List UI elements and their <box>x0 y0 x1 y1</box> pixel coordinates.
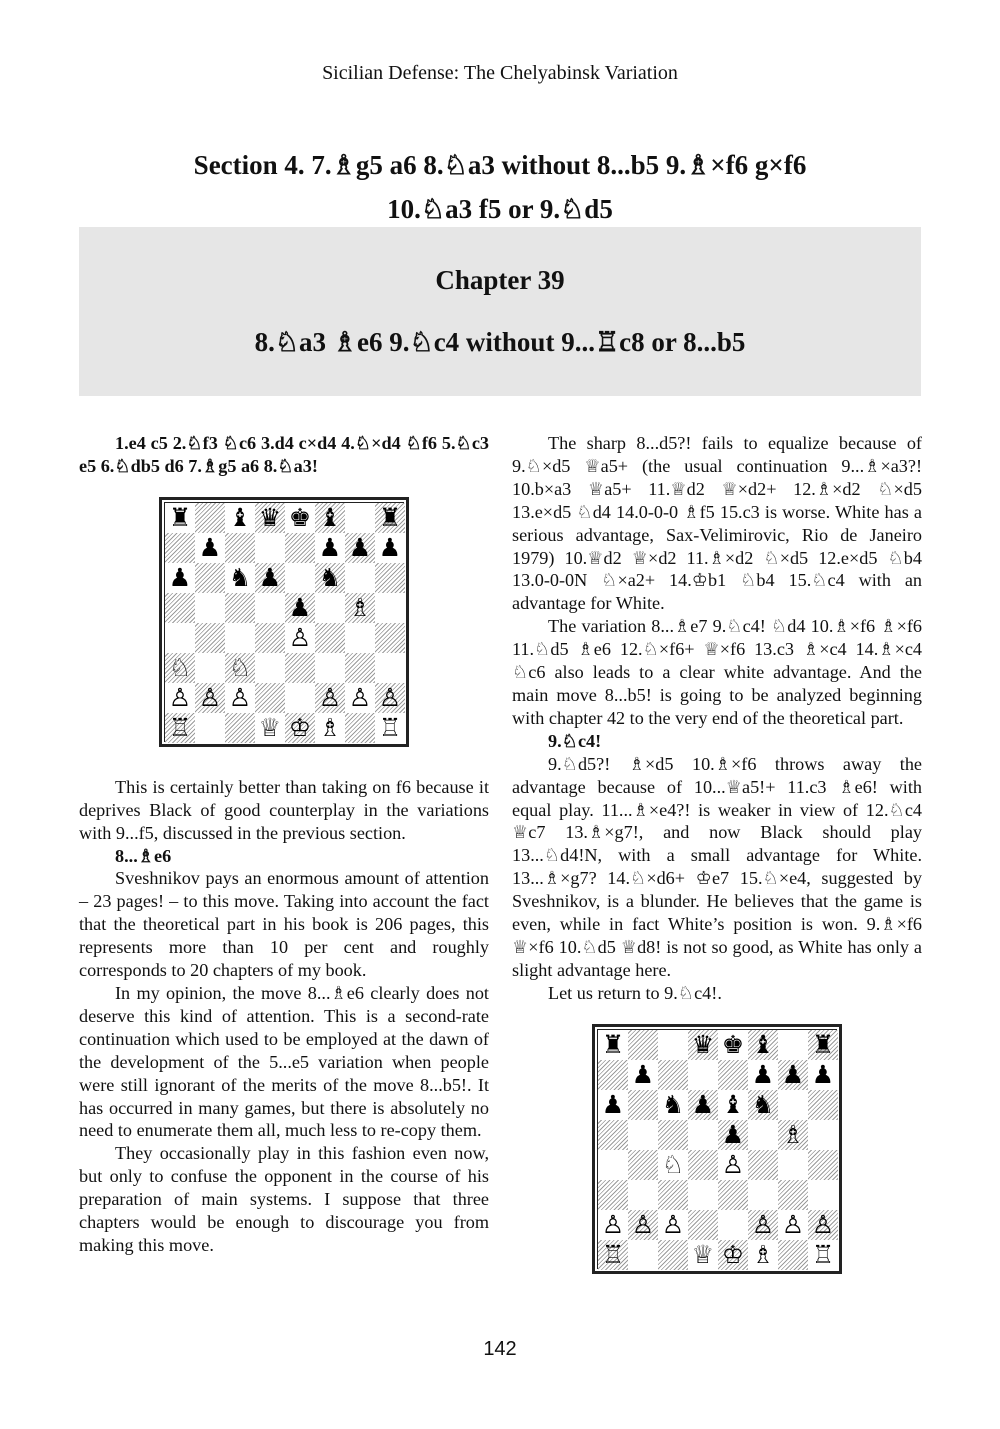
chess-piece-square <box>778 1210 808 1240</box>
board-square <box>628 1240 658 1270</box>
chess-piece-icon: ♟ <box>198 532 222 562</box>
chess-piece-square <box>778 1060 808 1090</box>
chess-piece-icon: ♙ <box>601 1209 625 1239</box>
board-square <box>628 1090 658 1120</box>
chess-piece-square <box>808 1030 838 1060</box>
chess-piece-square <box>628 1060 658 1090</box>
chess-piece-square <box>598 1090 628 1120</box>
board-square <box>225 713 255 743</box>
section-title-line1: Section 4. 7.♗g5 a6 8.♘a3 without 8...b5 9.♗×f6 g×f6 <box>193 150 807 180</box>
paragraph: Sveshnikov pays an enormous amount of attention – 23 pages! – to this move. Taking into account the fact that the theoretical part in his book is 206 pages, this represents more than 10 per cent and roughly corresponds to 20 chapters of my book. <box>79 868 489 981</box>
board-square <box>315 593 345 623</box>
board-square <box>748 1120 778 1150</box>
board-square <box>375 653 405 683</box>
chess-piece-square <box>375 533 405 563</box>
board-square <box>658 1180 688 1210</box>
chess-piece-square <box>688 1030 718 1060</box>
chess-piece-square <box>165 563 195 593</box>
chapter-header-box <box>79 227 921 396</box>
chess-piece-square <box>345 593 375 623</box>
chess-piece-icon: ♞ <box>751 1089 775 1119</box>
board-square <box>255 683 285 713</box>
chess-piece-icon: ♟ <box>631 1059 655 1089</box>
chess-piece-square <box>315 683 345 713</box>
chess-piece-icon: ♙ <box>721 1149 745 1179</box>
board-square <box>195 713 225 743</box>
chess-piece-square <box>748 1060 778 1090</box>
chess-piece-square <box>598 1030 628 1060</box>
board-square <box>285 653 315 683</box>
chess-piece-icon: ♟ <box>318 532 342 562</box>
board-square <box>628 1150 658 1180</box>
chess-piece-square <box>598 1210 628 1240</box>
chess-piece-square <box>255 563 285 593</box>
board-square <box>778 1150 808 1180</box>
board-square <box>165 623 195 653</box>
board-square <box>255 653 285 683</box>
board-square <box>345 713 375 743</box>
section-title <box>80 143 920 231</box>
chess-piece-square <box>285 503 315 533</box>
chess-piece-square <box>748 1030 778 1060</box>
chess-piece-icon: ♛ <box>258 502 282 532</box>
chess-piece-icon: ♝ <box>318 502 342 532</box>
chess-piece-square <box>165 503 195 533</box>
board-square <box>808 1180 838 1210</box>
board-square <box>598 1120 628 1150</box>
chess-piece-icon: ♙ <box>228 682 252 712</box>
chess-piece-square <box>658 1150 688 1180</box>
chess-piece-square <box>778 1120 808 1150</box>
chess-piece-icon: ♟ <box>721 1119 745 1149</box>
chess-piece-square <box>225 683 255 713</box>
board-square <box>315 623 345 653</box>
chess-piece-icon: ♜ <box>168 502 192 532</box>
chess-piece-square <box>285 623 315 653</box>
chess-piece-icon: ♛ <box>691 1029 715 1059</box>
chess-piece-icon: ♗ <box>751 1239 775 1269</box>
board-square <box>778 1180 808 1210</box>
right-column <box>512 432 922 1274</box>
chess-piece-icon: ♙ <box>288 622 312 652</box>
chess-board-1 <box>159 497 409 747</box>
chess-piece-icon: ♙ <box>661 1209 685 1239</box>
board-square <box>688 1060 718 1090</box>
chess-piece-icon: ♖ <box>168 712 192 742</box>
board-square <box>255 623 285 653</box>
board-square <box>598 1060 628 1090</box>
chess-piece-square <box>718 1120 748 1150</box>
chess-piece-icon: ♔ <box>721 1239 745 1269</box>
chess-piece-icon: ♝ <box>751 1029 775 1059</box>
board-square <box>658 1240 688 1270</box>
board-square <box>375 593 405 623</box>
chess-piece-icon: ♟ <box>601 1089 625 1119</box>
chess-piece-square <box>718 1030 748 1060</box>
board-square <box>748 1150 778 1180</box>
chess-piece-icon: ♘ <box>228 652 252 682</box>
chess-piece-square <box>658 1090 688 1120</box>
board-square <box>375 563 405 593</box>
paragraph: The variation 8...♗e7 9.♘c4! ♘d4 10.♗×f6 ♗×f6 11.♘d5 ♗e6 12.♘×f6+ ♕×f6 13.c3 ♗×c4 14.♗×c4 ♘c6 also leads to a clear white advantage. And the main move 8...b5! is going to be analyzed beginning with chapter 42 to the very end of the theoretical part. <box>512 616 922 728</box>
chess-piece-square <box>658 1210 688 1240</box>
board-square <box>375 623 405 653</box>
board-square <box>628 1180 658 1210</box>
chess-piece-icon: ♕ <box>258 712 282 742</box>
chess-piece-square <box>718 1150 748 1180</box>
chess-piece-icon: ♖ <box>811 1239 835 1269</box>
chess-piece-square <box>285 713 315 743</box>
chess-piece-icon: ♟ <box>781 1059 805 1089</box>
board-square <box>658 1120 688 1150</box>
board-square <box>628 1120 658 1150</box>
paragraph: This is certainly better than taking on f6 because it deprives Black of good counterplay in the variations with 9...f5, discussed in the previous section. <box>79 776 489 843</box>
chess-piece-icon: ♞ <box>228 562 252 592</box>
chess-piece-icon: ♙ <box>348 682 372 712</box>
paragraph: Let us return to 9.♘c4!. <box>548 982 722 1003</box>
chess-piece-icon: ♚ <box>721 1029 745 1059</box>
chess-piece-square <box>718 1240 748 1270</box>
chapter-title: 8.♘a3 ♗e6 9.♘c4 without 9...♖c8 or 8...b5 <box>254 327 746 357</box>
board-square <box>225 623 255 653</box>
chess-piece-icon: ♟ <box>168 562 192 592</box>
board-square <box>195 593 225 623</box>
chess-piece-square <box>315 563 345 593</box>
running-head: Sicilian Defense: The Chelyabinsk Variation <box>322 62 678 84</box>
board-square <box>165 593 195 623</box>
chess-piece-icon: ♙ <box>631 1209 655 1239</box>
chess-piece-icon: ♙ <box>378 682 402 712</box>
chess-piece-square <box>165 653 195 683</box>
chess-piece-icon: ♗ <box>318 712 342 742</box>
chess-piece-square <box>225 653 255 683</box>
chess-piece-square <box>315 503 345 533</box>
board-square <box>808 1090 838 1120</box>
move-heading: 8...♗e6 <box>115 845 172 866</box>
chess-piece-icon: ♘ <box>168 652 192 682</box>
chess-piece-icon: ♙ <box>751 1209 775 1239</box>
board-square <box>195 623 225 653</box>
board-square <box>748 1180 778 1210</box>
chess-piece-icon: ♟ <box>691 1089 715 1119</box>
chess-piece-square <box>718 1090 748 1120</box>
paragraph: 9.♘d5?! ♗×d5 10.♗×f6 throws away the advantage because of 10...♕a5!+ 11.c3 ♗e6! with equal play. 11...♗×e4?! is weaker in view of 12.♘c4 ♕c7 13.♗×g7!, and now Black should play 13...♘d4!N, with a small advantage for White. 13...♗×g7? 14.♘×d6+ ♔e7 15.♘×e4, suggested by Sveshnikov, is a blunder. He believes that the game is even, while in fact White’s position is won. 9.♗×f6 ♕×f6 10.♘d5 ♕d8! is not so good, as White has only a slight advantage here. <box>512 753 922 980</box>
chess-piece-icon: ♘ <box>661 1149 685 1179</box>
chess-piece-icon: ♟ <box>811 1059 835 1089</box>
board-square <box>285 683 315 713</box>
chess-piece-square <box>315 713 345 743</box>
board-square <box>658 1030 688 1060</box>
chess-piece-square <box>285 593 315 623</box>
board-square <box>718 1210 748 1240</box>
chess-piece-square <box>808 1060 838 1090</box>
board-square <box>808 1120 838 1150</box>
chess-piece-icon: ♖ <box>378 712 402 742</box>
left-column <box>79 432 489 1257</box>
chess-board-1-grid <box>164 502 404 742</box>
chess-board-2 <box>592 1024 842 1274</box>
page-number: 142 <box>483 1338 517 1360</box>
board-square <box>658 1060 688 1090</box>
chess-piece-icon: ♝ <box>228 502 252 532</box>
chapter-number: Chapter 39 <box>435 265 565 295</box>
board-square <box>718 1060 748 1090</box>
board-square <box>255 593 285 623</box>
chess-piece-icon: ♟ <box>258 562 282 592</box>
chess-piece-icon: ♙ <box>811 1209 835 1239</box>
board-square <box>718 1180 748 1210</box>
chess-piece-square <box>375 503 405 533</box>
board-square <box>778 1090 808 1120</box>
board-square <box>345 623 375 653</box>
board-square <box>285 533 315 563</box>
board-square <box>598 1180 628 1210</box>
chess-piece-icon: ♙ <box>198 682 222 712</box>
chess-piece-square <box>748 1090 778 1120</box>
board-square <box>225 533 255 563</box>
paragraph: The sharp 8...d5?! fails to equalize because of 9.♘×d5 ♕a5+ (the usual continuation 9...♗×a3?! 10.b×a3 ♕a5+ 11.♕d2 ♕×d2+ 12.♗×d2 ♘×d5 13.e×d5 ♘d4 14.0-0-0 ♗f5 15.c3 is worse. White has a serious advantage, Sax-Velimirovic, Rio de Janeiro 1979) 10.♕d2 ♕×d2 11.♗×d2 ♘×d5 12.e×d5 ♘b4 13.0-0-0N ♘×a2+ 14.♔b1 ♘b4 15.♘c4 with an advantage for White. <box>512 433 922 614</box>
chess-piece-square <box>225 563 255 593</box>
chess-piece-square <box>345 683 375 713</box>
chess-piece-icon: ♙ <box>781 1209 805 1239</box>
board-square <box>598 1150 628 1180</box>
board-square <box>778 1240 808 1270</box>
chess-piece-icon: ♚ <box>288 502 312 532</box>
board-square <box>688 1120 718 1150</box>
chess-piece-icon: ♜ <box>601 1029 625 1059</box>
chess-piece-icon: ♙ <box>318 682 342 712</box>
chess-piece-icon: ♞ <box>661 1089 685 1119</box>
paragraph: They occasionally play in this fashion even now, but only to confuse the opponent in the course of his preparation of main systems. I suppose that three chapters would be enough to discourage you from making this move. <box>79 1143 489 1255</box>
board-square <box>688 1180 718 1210</box>
chess-piece-square <box>255 503 285 533</box>
board-square <box>778 1030 808 1060</box>
board-square <box>165 533 195 563</box>
chess-piece-icon: ♟ <box>348 532 372 562</box>
board-square <box>808 1150 838 1180</box>
move-heading: 9.♘c4! <box>548 730 602 751</box>
chess-piece-square <box>255 713 285 743</box>
board-diagram-2-wrap <box>512 1024 922 1274</box>
chess-piece-square <box>748 1240 778 1270</box>
chess-board-2-grid <box>597 1029 837 1269</box>
chess-piece-icon: ♝ <box>721 1089 745 1119</box>
board-diagram-1-wrap <box>79 497 489 747</box>
chess-piece-square <box>195 533 225 563</box>
board-square <box>688 1210 718 1240</box>
board-square <box>688 1150 718 1180</box>
chess-piece-icon: ♔ <box>288 712 312 742</box>
board-square <box>195 503 225 533</box>
chess-piece-square <box>688 1240 718 1270</box>
board-square <box>345 503 375 533</box>
board-square <box>285 563 315 593</box>
board-square <box>225 593 255 623</box>
board-square <box>345 653 375 683</box>
paragraph: In my opinion, the move 8...♗e6 clearly does not deserve this kind of attention. This is a second-rate continuation which used to be employed at the dawn of the development of the 5...e5 variation when people were still ignorant of the merits of the move 8...b5!. It has occurred in many games, but there is absolutely no need to enumerate them all, much less to re-copy them. <box>79 982 489 1141</box>
opening-moves: 1.e4 c5 2.♘f3 ♘c6 3.d4 c×d4 4.♘×d4 ♘f6 5.♘c3 e5 6.♘db5 d6 7.♗g5 a6 8.♘a3! <box>79 433 489 476</box>
chess-piece-square <box>748 1210 778 1240</box>
chess-piece-icon: ♜ <box>378 502 402 532</box>
chess-piece-square <box>808 1240 838 1270</box>
chess-piece-icon: ♖ <box>601 1239 625 1269</box>
chess-piece-icon: ♟ <box>378 532 402 562</box>
chess-piece-square <box>345 533 375 563</box>
board-square <box>628 1030 658 1060</box>
chess-piece-square <box>375 683 405 713</box>
chess-piece-square <box>628 1210 658 1240</box>
chess-piece-icon: ♙ <box>168 682 192 712</box>
board-square <box>315 653 345 683</box>
chess-piece-icon: ♗ <box>348 592 372 622</box>
chess-piece-icon: ♜ <box>811 1029 835 1059</box>
chess-piece-icon: ♟ <box>751 1059 775 1089</box>
chess-piece-square <box>598 1240 628 1270</box>
chess-piece-icon: ♕ <box>691 1239 715 1269</box>
section-title-line2: 10.♘a3 f5 or 9.♘d5 <box>387 194 613 224</box>
chess-piece-icon: ♞ <box>318 562 342 592</box>
chess-piece-square <box>165 713 195 743</box>
chess-piece-icon: ♗ <box>781 1119 805 1149</box>
board-square <box>195 563 225 593</box>
chess-piece-square <box>225 503 255 533</box>
chess-piece-square <box>315 533 345 563</box>
chess-piece-icon: ♟ <box>288 592 312 622</box>
chess-piece-square <box>688 1090 718 1120</box>
board-square <box>195 653 225 683</box>
chess-piece-square <box>165 683 195 713</box>
chess-piece-square <box>808 1210 838 1240</box>
board-square <box>345 563 375 593</box>
chess-piece-square <box>195 683 225 713</box>
board-square <box>255 533 285 563</box>
chess-piece-square <box>375 713 405 743</box>
